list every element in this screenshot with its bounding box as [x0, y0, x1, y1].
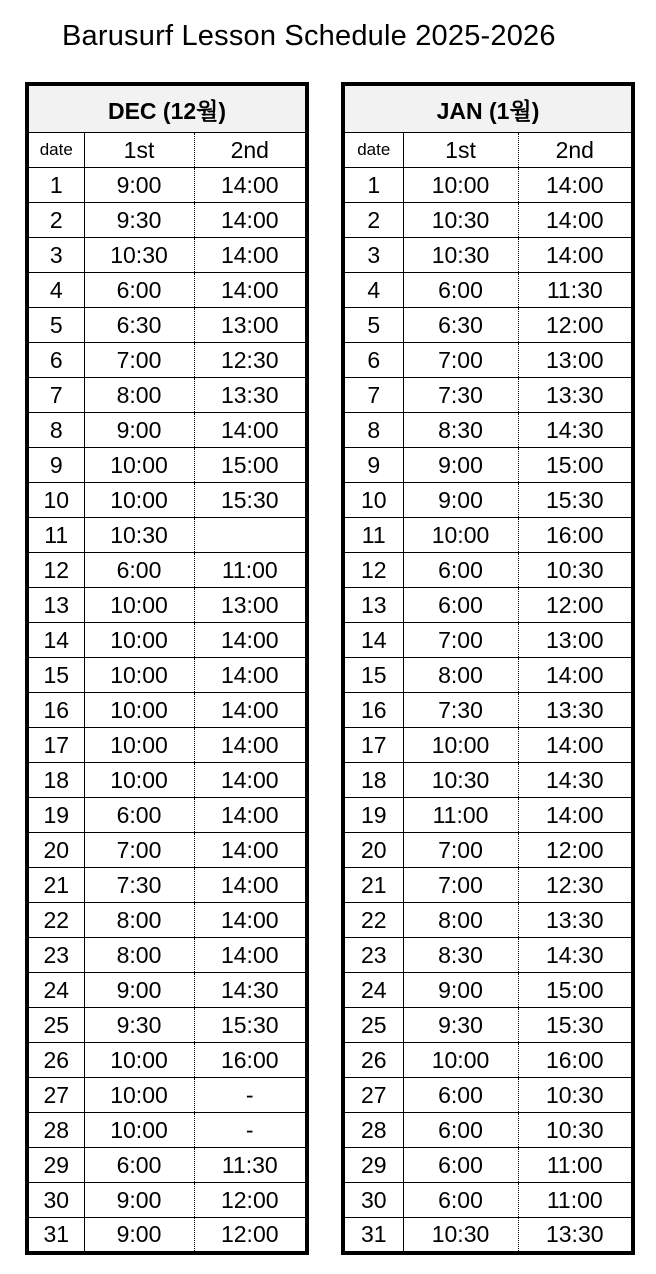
second-lesson-cell: 15:00	[518, 448, 633, 483]
second-lesson-cell: 13:00	[518, 343, 633, 378]
date-cell: 8	[343, 413, 403, 448]
second-lesson-cell: 14:00	[194, 833, 307, 868]
table-row	[343, 658, 633, 693]
date-cell: 3	[27, 238, 84, 273]
second-lesson-cell: 12:30	[194, 343, 307, 378]
table-row	[27, 833, 307, 868]
date-cell: 7	[27, 378, 84, 413]
table-row	[27, 553, 307, 588]
table-row	[27, 798, 307, 833]
table-row	[27, 728, 307, 763]
table-row	[27, 903, 307, 938]
table-row	[343, 1043, 633, 1078]
date-cell: 9	[343, 448, 403, 483]
column-header-date: date	[27, 133, 84, 168]
date-cell: 31	[343, 1218, 403, 1253]
first-lesson-cell: 9:00	[84, 1218, 194, 1253]
table-row	[27, 238, 307, 273]
second-lesson-cell: 13:00	[194, 588, 307, 623]
first-lesson-cell: 7:30	[403, 693, 518, 728]
second-lesson-cell: 14:00	[545, 171, 604, 198]
date-cell: 23	[27, 938, 84, 973]
second-lesson-cell: 14:00	[194, 938, 307, 973]
table-row	[27, 518, 307, 553]
first-lesson-cell: 9:30	[84, 203, 194, 238]
first-lesson-cell: 6:00	[403, 1113, 518, 1148]
date-cell: 1	[27, 168, 84, 203]
second-lesson-cell: -	[194, 1113, 307, 1148]
date-cell: 30	[343, 1183, 403, 1218]
date-cell: 15	[27, 658, 84, 693]
table-row	[343, 693, 633, 728]
second-lesson-cell: 16:00	[518, 518, 633, 553]
table-row	[343, 483, 633, 518]
first-lesson-cell: 8:00	[84, 938, 194, 973]
table-row	[343, 343, 633, 378]
second-lesson-cell: 13:00	[518, 623, 633, 658]
table-row	[343, 448, 633, 483]
first-lesson-cell: 10:30	[403, 763, 518, 798]
date-cell: 21	[27, 868, 84, 903]
page-title: Barusurf Lesson Schedule 2025-2026	[62, 20, 556, 52]
second-lesson-cell: 13:30	[518, 378, 633, 413]
first-lesson-cell: 6:00	[403, 1183, 518, 1218]
date-cell: 3	[343, 238, 403, 273]
date-cell: 26	[343, 1043, 403, 1078]
first-lesson-cell: 10:00	[84, 763, 194, 798]
table-row	[27, 1043, 307, 1078]
second-lesson-cell: 16:00	[194, 1043, 307, 1078]
date-cell: 27	[343, 1078, 403, 1113]
first-lesson-cell: 8:00	[403, 658, 518, 693]
table-row	[27, 1008, 307, 1043]
first-lesson-cell: 9:00	[84, 413, 194, 448]
first-lesson-cell: 9:00	[84, 973, 194, 1008]
column-header-first: 1st	[403, 133, 518, 168]
first-lesson-cell: 10:00	[84, 658, 194, 693]
date-cell: 2	[343, 203, 403, 238]
second-lesson-cell: 15:30	[194, 483, 307, 518]
first-lesson-cell: 7:00	[403, 623, 518, 658]
table-row	[343, 1008, 633, 1043]
second-lesson-cell: 11:00	[518, 1148, 633, 1183]
first-lesson-cell: 10:00	[84, 448, 194, 483]
column-header-first: 1st	[84, 133, 194, 168]
date-cell: 24	[27, 973, 84, 1008]
schedule-rows	[343, 168, 633, 1253]
date-cell: 22	[27, 903, 84, 938]
second-lesson-cell: 13:30	[518, 1218, 633, 1253]
date-cell: 9	[27, 448, 84, 483]
first-lesson-cell: 6:00	[84, 1148, 194, 1183]
table-row	[343, 1113, 633, 1148]
second-lesson-cell: -	[194, 1078, 307, 1113]
table-row	[343, 273, 633, 308]
date-cell: 25	[343, 1008, 403, 1043]
date-cell: 2	[27, 203, 84, 238]
second-lesson-cell: 12:00	[194, 1218, 307, 1253]
table-row	[27, 623, 307, 658]
second-lesson-cell: 15:30	[194, 1008, 307, 1043]
second-lesson-cell: 14:30	[518, 938, 633, 973]
date-cell: 16	[27, 693, 84, 728]
table-row	[27, 1113, 307, 1148]
second-lesson-cell: 14:00	[194, 903, 307, 938]
table-row	[27, 973, 307, 1008]
first-lesson-cell: 10:00	[84, 1078, 194, 1113]
second-lesson-cell: 14:00	[518, 728, 633, 763]
second-lesson-cell	[194, 518, 307, 553]
date-cell: 31	[27, 1218, 84, 1253]
second-lesson-cell: 14:00	[194, 693, 307, 728]
date-cell: 8	[27, 413, 84, 448]
date-cell: 15	[343, 658, 403, 693]
date-cell: 12	[343, 553, 403, 588]
table-row	[27, 1078, 307, 1113]
table-row	[343, 588, 633, 623]
date-cell: 5	[343, 308, 403, 343]
table-row	[27, 658, 307, 693]
second-lesson-cell: 14:00	[220, 171, 279, 198]
date-cell: 30	[27, 1183, 84, 1218]
second-lesson-cell: 12:00	[518, 588, 633, 623]
date-cell: 18	[27, 763, 84, 798]
table-row	[343, 728, 633, 763]
first-lesson-cell: 10:00	[403, 728, 518, 763]
first-lesson-cell: 10:00	[84, 588, 194, 623]
table-row	[27, 413, 307, 448]
second-lesson-cell: 10:30	[518, 553, 633, 588]
first-lesson-cell: 9:00	[84, 168, 194, 203]
date-cell: 28	[343, 1113, 403, 1148]
date-cell: 21	[343, 868, 403, 903]
date-cell: 10	[343, 483, 403, 518]
date-cell: 11	[27, 518, 84, 553]
first-lesson-cell: 10:00	[403, 518, 518, 553]
schedule-rows	[27, 168, 307, 1253]
date-cell: 5	[27, 308, 84, 343]
second-lesson-cell: 14:00	[194, 203, 307, 238]
table-row	[343, 903, 633, 938]
table-row	[27, 203, 307, 238]
table-row	[343, 238, 633, 273]
date-cell: 16	[343, 693, 403, 728]
second-lesson-cell: 14:00	[194, 798, 307, 833]
second-lesson-cell: 14:00	[194, 658, 307, 693]
december-schedule-table	[25, 82, 309, 1255]
date-cell: 10	[27, 483, 84, 518]
date-cell: 22	[343, 903, 403, 938]
table-row	[343, 973, 633, 1008]
table-row	[343, 1183, 633, 1218]
date-cell: 28	[27, 1113, 84, 1148]
first-lesson-cell: 9:00	[84, 1183, 194, 1218]
date-cell: 24	[343, 973, 403, 1008]
date-cell: 20	[343, 833, 403, 868]
date-cell: 25	[27, 1008, 84, 1043]
table-row	[343, 553, 633, 588]
date-cell: 17	[27, 728, 84, 763]
table-row	[343, 1078, 633, 1113]
second-lesson-cell: 14:00	[518, 238, 633, 273]
first-lesson-cell: 6:00	[403, 588, 518, 623]
first-lesson-cell: 6:30	[403, 308, 518, 343]
second-lesson-cell: 11:30	[518, 273, 633, 308]
first-lesson-cell: 6:00	[403, 273, 518, 308]
second-lesson-cell: 14:30	[194, 973, 307, 1008]
date-cell: 13	[343, 588, 403, 623]
second-lesson-cell: 16:00	[518, 1043, 633, 1078]
first-lesson-cell: 10:30	[84, 518, 194, 553]
first-lesson-cell: 10:00	[84, 1043, 194, 1078]
second-lesson-cell: 10:30	[518, 1113, 633, 1148]
first-lesson-cell: 6:00	[84, 273, 194, 308]
table-row	[343, 308, 633, 343]
date-cell: 26	[27, 1043, 84, 1078]
first-lesson-cell: 10:00	[403, 168, 518, 203]
table-row	[27, 1183, 307, 1218]
second-lesson-cell: 15:00	[518, 973, 633, 1008]
second-lesson-cell: 11:00	[518, 1183, 633, 1218]
second-lesson-cell: 10:30	[518, 1078, 633, 1113]
first-lesson-cell: 8:30	[403, 413, 518, 448]
table-row	[343, 798, 633, 833]
first-lesson-cell: 10:00	[84, 693, 194, 728]
first-lesson-cell: 10:30	[84, 238, 194, 273]
first-lesson-cell: 6:00	[84, 798, 194, 833]
january-schedule-table	[341, 82, 635, 1255]
second-lesson-cell: 15:30	[518, 1008, 633, 1043]
second-lesson-cell: 14:00	[518, 658, 633, 693]
date-cell: 23	[343, 938, 403, 973]
date-cell: 4	[343, 273, 403, 308]
date-cell: 7	[343, 378, 403, 413]
first-lesson-cell: 7:30	[84, 868, 194, 903]
second-lesson-cell: 14:00	[194, 763, 307, 798]
table-row	[343, 378, 633, 413]
first-lesson-cell: 10:30	[403, 238, 518, 273]
first-lesson-cell: 9:30	[84, 1008, 194, 1043]
first-lesson-cell: 10:00	[84, 1113, 194, 1148]
second-lesson-cell: 14:00	[518, 203, 633, 238]
date-cell: 20	[27, 833, 84, 868]
date-cell: 29	[343, 1148, 403, 1183]
first-lesson-cell: 7:00	[403, 343, 518, 378]
table-row	[27, 343, 307, 378]
table-row	[27, 448, 307, 483]
table-row	[343, 1148, 633, 1183]
second-lesson-cell: 12:30	[518, 868, 633, 903]
table-row	[27, 308, 307, 343]
table-row	[343, 518, 633, 553]
first-lesson-cell: 7:00	[84, 343, 194, 378]
date-cell: 19	[343, 798, 403, 833]
table-row	[343, 868, 633, 903]
second-lesson-cell: 14:00	[194, 728, 307, 763]
first-lesson-cell: 6:00	[403, 553, 518, 588]
second-lesson-cell: 13:30	[518, 693, 633, 728]
column-header-second: 2nd	[518, 133, 633, 168]
table-row	[27, 938, 307, 973]
first-lesson-cell: 7:00	[403, 868, 518, 903]
table-row	[343, 203, 633, 238]
second-lesson-cell: 11:00	[194, 553, 307, 588]
table-row	[27, 868, 307, 903]
date-cell: 27	[27, 1078, 84, 1113]
second-lesson-cell: 12:00	[518, 833, 633, 868]
table-row	[343, 1218, 633, 1253]
second-lesson-cell: 12:00	[518, 308, 633, 343]
table-row	[27, 273, 307, 308]
first-lesson-cell: 6:30	[84, 308, 194, 343]
second-lesson-cell: 13:00	[194, 308, 307, 343]
date-cell: 6	[343, 343, 403, 378]
table-row	[343, 833, 633, 868]
table-row	[343, 623, 633, 658]
second-lesson-cell: 15:00	[194, 448, 307, 483]
table-row	[27, 483, 307, 518]
second-lesson-cell: 12:00	[194, 1183, 307, 1218]
date-cell: 18	[343, 763, 403, 798]
date-cell: 29	[27, 1148, 84, 1183]
first-lesson-cell: 8:30	[403, 938, 518, 973]
second-lesson-cell: 14:00	[194, 868, 307, 903]
first-lesson-cell: 9:00	[403, 973, 518, 1008]
first-lesson-cell: 10:30	[403, 1218, 518, 1253]
date-cell: 14	[343, 623, 403, 658]
second-lesson-cell: 15:30	[518, 483, 633, 518]
first-lesson-cell: 7:00	[403, 833, 518, 868]
first-lesson-cell: 8:00	[403, 903, 518, 938]
first-lesson-cell: 9:00	[403, 483, 518, 518]
column-header-second: 2nd	[194, 133, 307, 168]
second-lesson-cell: 11:30	[194, 1148, 307, 1183]
first-lesson-cell: 7:30	[403, 378, 518, 413]
date-cell: 19	[27, 798, 84, 833]
table-row	[343, 938, 633, 973]
table-row	[343, 168, 633, 203]
table-row	[343, 413, 633, 448]
month-header: DEC (12월)	[27, 84, 307, 133]
first-lesson-cell: 9:00	[403, 448, 518, 483]
second-lesson-cell: 13:30	[194, 378, 307, 413]
date-cell: 17	[343, 728, 403, 763]
second-lesson-cell: 14:00	[194, 273, 307, 308]
second-lesson-cell: 14:30	[518, 413, 633, 448]
column-header-date: date	[343, 133, 403, 168]
table-row	[27, 1218, 307, 1253]
table-row	[27, 763, 307, 798]
date-cell: 14	[27, 623, 84, 658]
second-lesson-cell: 14:00	[194, 238, 307, 273]
first-lesson-cell: 6:00	[403, 1148, 518, 1183]
table-row	[343, 763, 633, 798]
date-cell: 11	[343, 518, 403, 553]
date-cell: 1	[343, 168, 403, 203]
table-row	[27, 168, 307, 203]
table-row	[27, 378, 307, 413]
first-lesson-cell: 10:30	[403, 203, 518, 238]
second-lesson-cell: 14:00	[194, 413, 307, 448]
first-lesson-cell: 7:00	[84, 833, 194, 868]
first-lesson-cell: 9:30	[403, 1008, 518, 1043]
month-header: JAN (1월)	[343, 84, 633, 133]
first-lesson-cell: 8:00	[84, 903, 194, 938]
second-lesson-cell: 14:00	[518, 798, 633, 833]
date-cell: 4	[27, 273, 84, 308]
first-lesson-cell: 10:00	[84, 483, 194, 518]
first-lesson-cell: 8:00	[84, 378, 194, 413]
first-lesson-cell: 6:00	[84, 553, 194, 588]
first-lesson-cell: 10:00	[84, 623, 194, 658]
first-lesson-cell: 10:00	[403, 1043, 518, 1078]
table-row	[27, 693, 307, 728]
first-lesson-cell: 10:00	[84, 728, 194, 763]
first-lesson-cell: 6:00	[403, 1078, 518, 1113]
date-cell: 6	[27, 343, 84, 378]
second-lesson-cell: 14:00	[194, 623, 307, 658]
second-lesson-cell: 13:30	[518, 903, 633, 938]
date-cell: 13	[27, 588, 84, 623]
date-cell: 12	[27, 553, 84, 588]
first-lesson-cell: 11:00	[403, 798, 518, 833]
second-lesson-cell: 14:30	[518, 763, 633, 798]
table-row	[27, 588, 307, 623]
table-row	[27, 1148, 307, 1183]
